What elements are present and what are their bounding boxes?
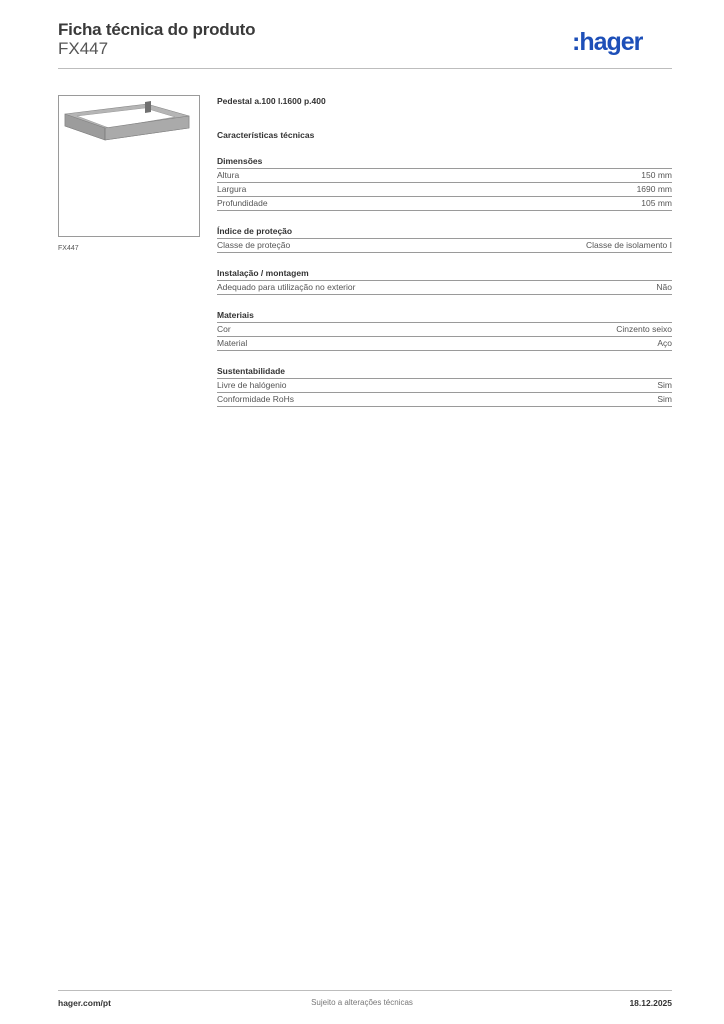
section-sustainability	[217, 365, 672, 407]
footer-date: 18.12.2025	[629, 998, 672, 1008]
footer-notice: Sujeito a alterações técnicas	[311, 998, 413, 1007]
spec-value: 105 mm	[641, 198, 672, 208]
spec-row	[217, 323, 672, 337]
spec-row	[217, 281, 672, 295]
spec-row	[217, 197, 672, 211]
spec-label: Adequado para utilização no exterior	[217, 282, 356, 292]
section-title: Índice de proteção	[217, 225, 672, 239]
spec-value: Classe de isolamento I	[586, 240, 672, 250]
spec-row	[217, 183, 672, 197]
spec-row	[217, 169, 672, 183]
header-divider	[58, 68, 672, 69]
spec-row	[217, 239, 672, 253]
spec-row	[217, 393, 672, 407]
hager-logo	[572, 28, 672, 56]
footer-website-link[interactable]: hager.com/pt	[58, 998, 111, 1008]
spec-value: 1690 mm	[636, 184, 672, 194]
spec-label: Classe de proteção	[217, 240, 291, 250]
logo-text: :hager	[572, 28, 643, 56]
spec-value: Não	[656, 282, 672, 292]
section-title: Materiais	[217, 309, 672, 323]
page-title: Ficha técnica do produto	[58, 20, 256, 39]
section-materials	[217, 309, 672, 351]
tech-specs-heading: Características técnicas	[217, 130, 315, 140]
spec-row	[217, 337, 672, 351]
spec-value: Aço	[657, 338, 672, 348]
spec-row	[217, 379, 672, 393]
spec-label: Material	[217, 338, 248, 348]
spec-label: Largura	[217, 184, 247, 194]
product-image-frame	[58, 95, 200, 237]
section-title: Dimensões	[217, 155, 672, 169]
section-protection	[217, 225, 672, 253]
product-name: Pedestal a.100 l.1600 p.400	[217, 96, 326, 106]
spec-value: Sim	[657, 380, 672, 390]
section-title: Instalação / montagem	[217, 267, 672, 281]
spec-label: Profundidade	[217, 198, 268, 208]
product-image	[59, 96, 199, 236]
spec-label: Conformidade RoHs	[217, 394, 295, 404]
spec-label: Livre de halógenio	[217, 380, 287, 390]
section-dimensions	[217, 155, 672, 211]
spec-value: Cinzento seixo	[616, 324, 672, 334]
footer-divider	[58, 990, 672, 991]
spec-label: Altura	[217, 170, 240, 180]
product-image-caption: FX447	[58, 245, 79, 252]
spec-label: Cor	[217, 324, 231, 334]
section-title: Sustentabilidade	[217, 365, 672, 379]
spec-content	[217, 95, 672, 407]
spec-value: 150 mm	[641, 170, 672, 180]
section-installation	[217, 267, 672, 295]
spec-value: Sim	[657, 394, 672, 404]
product-code: FX447	[58, 39, 109, 58]
